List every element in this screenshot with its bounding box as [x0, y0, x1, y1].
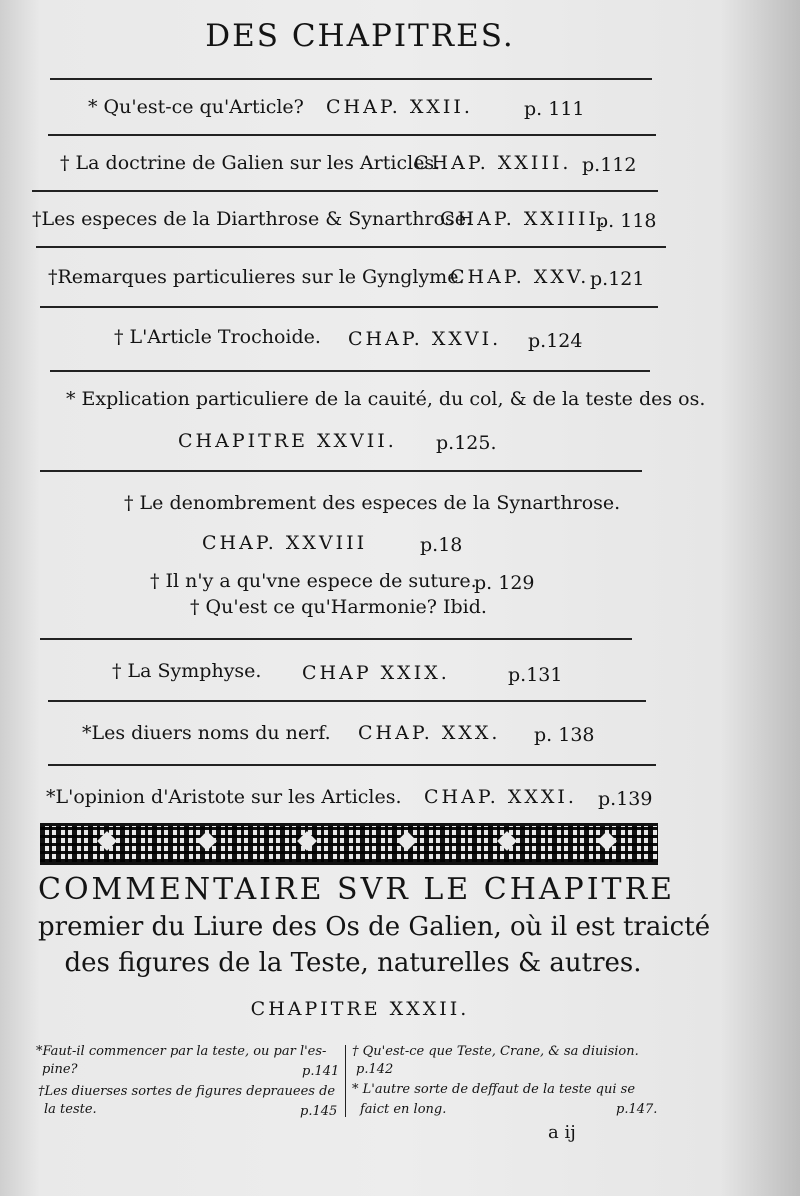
toc-page: p.18	[420, 534, 463, 556]
footnote-item: faict en long.	[360, 1102, 447, 1117]
toc-title: L'opinion d'Aristote sur les Articles.	[55, 786, 402, 808]
toc-page: p.139	[598, 788, 653, 810]
toc-entry: † Il n'y a qu'vne espece de suture.	[150, 570, 477, 592]
toc-chapter: CHAP. XXVIII	[202, 532, 368, 554]
toc-chapter: CHAP. XXIIII.	[440, 208, 608, 230]
toc-title: Il n'y a qu'vne espece de suture.	[165, 570, 477, 592]
toc-chapter: CHAPITRE XXVII.	[178, 430, 397, 452]
footnote-item: †Les diuerses sortes de figures deprauees de	[38, 1084, 336, 1099]
rule	[48, 700, 646, 702]
toc-chapter: CHAP. XXXI.	[424, 786, 577, 808]
toc-chapter: CHAP. XXIII.	[414, 152, 572, 174]
rule	[50, 370, 650, 372]
toc-entry: * Explication particuliere de la cauité, du col, & de la teste des os.	[66, 388, 706, 410]
toc-chapter: CHAP. XXV.	[450, 266, 590, 288]
rule	[40, 470, 642, 472]
toc-title: Le denombrement des especes de la Synarthrose.	[139, 492, 621, 514]
footnote-item: † Qu'est-ce que Teste, Crane, & sa diuision.	[352, 1044, 639, 1059]
footnote-page: p.142	[356, 1062, 394, 1077]
toc-entry: † Le denombrement des especes de la Synarthrose.	[124, 492, 621, 514]
toc-page: p. 138	[534, 724, 595, 746]
toc-chapter: CHAP. XXII.	[326, 96, 473, 118]
rule	[36, 246, 666, 248]
commentary-subtitle-line: premier du Liure des Os de Galien, où il est traicté	[38, 912, 711, 942]
chapter-heading: CHAPITRE XXXII.	[250, 998, 470, 1020]
toc-title: Qu'est-ce qu'Article?	[103, 96, 304, 118]
rule	[48, 134, 656, 136]
footnote-divider	[345, 1045, 346, 1117]
toc-entry: † La Symphyse.	[112, 660, 262, 682]
toc-page: p.125.	[436, 432, 497, 454]
rule	[50, 78, 652, 80]
toc-page: p. 118	[596, 210, 657, 232]
rule	[40, 638, 632, 640]
toc-entry: *L'opinion d'Aristote sur les Articles.	[46, 786, 402, 808]
running-head: DES CHAPITRES.	[205, 18, 515, 54]
toc-entry: *Les diuers noms du nerf.	[82, 722, 331, 744]
toc-title: Les especes de la Diarthrose & Synarthrose.	[41, 208, 473, 230]
ornament-band	[40, 823, 658, 865]
signature-mark: a ij	[548, 1122, 576, 1143]
footnote-page: p.147.	[616, 1102, 658, 1117]
toc-entry: †Remarques particulieres sur le Gynglyme.	[48, 266, 465, 288]
footnote-item: pine?	[42, 1062, 78, 1077]
toc-page: p. 111	[524, 98, 585, 120]
footnote-page: p.145	[300, 1104, 338, 1119]
toc-page: p.121	[590, 268, 645, 290]
toc-entry: † La doctrine de Galien sur les Articles.	[60, 152, 441, 174]
toc-title: Qu'est ce qu'Harmonie? Ibid.	[205, 596, 487, 618]
rule	[40, 306, 658, 308]
commentary-subtitle-line: des figures de la Teste, naturelles & autres.	[64, 948, 642, 978]
toc-chapter: CHAP. XXVI.	[348, 328, 502, 350]
rule	[48, 764, 656, 766]
toc-chapter: CHAP. XXX.	[358, 722, 501, 744]
toc-page: p. 129	[474, 572, 535, 594]
toc-title: La Symphyse.	[127, 660, 262, 682]
toc-entry: † Qu'est ce qu'Harmonie? Ibid.	[190, 596, 487, 618]
commentary-title: COMMENTAIRE SVR LE CHAPITRE	[38, 872, 676, 907]
toc-title: La doctrine de Galien sur les Articles.	[75, 152, 441, 174]
footnote-item: * L'autre sorte de deffaut de la teste qui se	[352, 1082, 636, 1097]
toc-entry: † L'Article Trochoide.	[114, 326, 321, 348]
toc-title: Remarques particulieres sur le Gynglyme.	[57, 266, 465, 288]
toc-title: L'Article Trochoide.	[129, 326, 321, 348]
toc-title: Explication particuliere de la cauité, du col, & de la teste des os.	[81, 388, 706, 410]
toc-page: p.131	[508, 664, 563, 686]
footnote-page: p.141	[302, 1064, 340, 1079]
toc-page: p.112	[582, 154, 637, 176]
toc-page: p.124	[528, 330, 583, 352]
toc-chapter: CHAP XXIX.	[302, 662, 450, 684]
footnote-item: la teste.	[44, 1102, 97, 1117]
footnote-item: *Faut-il commencer par la teste, ou par l'es-	[36, 1044, 327, 1059]
rule	[32, 190, 658, 192]
toc-entry: * Qu'est-ce qu'Article?	[88, 96, 304, 118]
toc-entry: †Les especes de la Diarthrose & Synarthrose.	[32, 208, 473, 230]
toc-title: Les diuers noms du nerf.	[91, 722, 331, 744]
